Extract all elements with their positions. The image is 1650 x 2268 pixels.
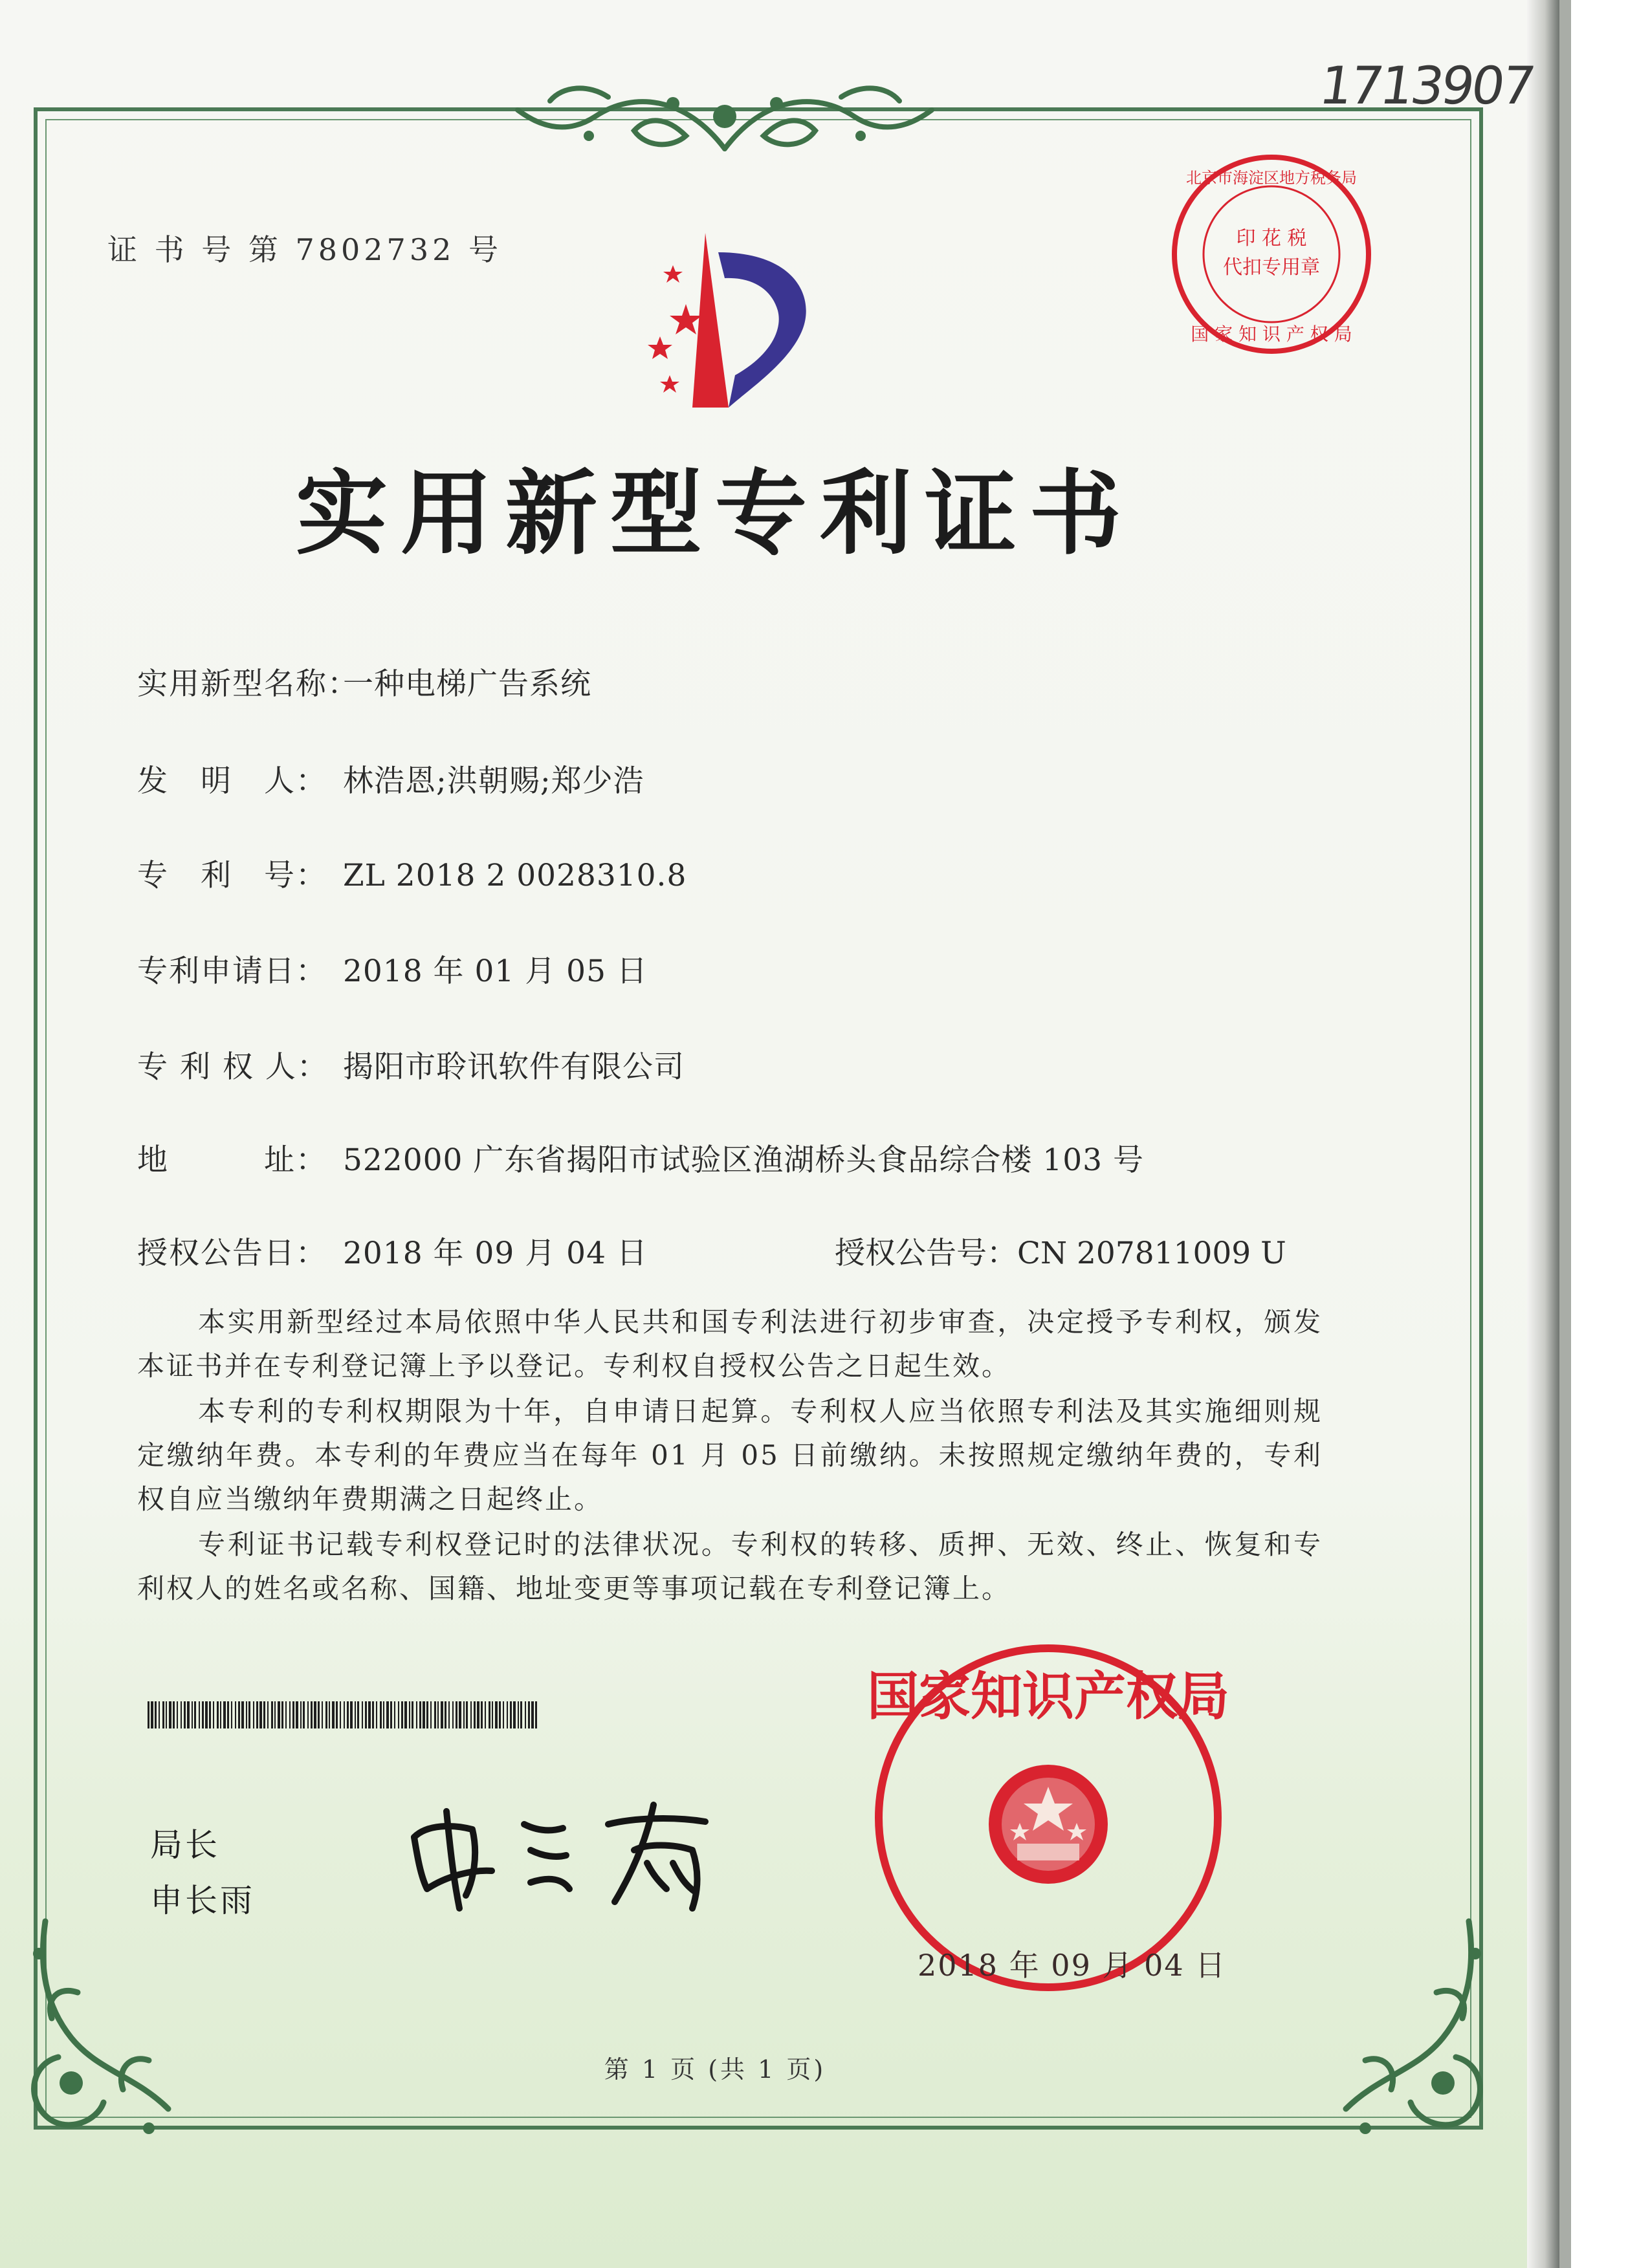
field-application-date	[137, 947, 648, 990]
field-value: 2018 年 01 月 05 日	[343, 954, 648, 989]
barcode-icon	[148, 1701, 542, 1728]
field-label: 专 利 权 人：	[137, 1049, 329, 1085]
field-value: CN 207811009 U	[1017, 1236, 1286, 1271]
svg-text:北京市海淀区地方税务局: 北京市海淀区地方税务局	[1186, 169, 1357, 187]
certificate-title: 实用新型专利证书	[296, 460, 1134, 567]
director-signature-icon	[401, 1798, 738, 1915]
field-label: 地 址：	[137, 1142, 327, 1178]
issue-date: 2018 年 09 月 04 日	[918, 1948, 1227, 1983]
field-value: ZL 2018 2 0028310.8	[343, 858, 687, 893]
field-value: 2018 年 09 月 04 日	[343, 1236, 648, 1271]
director-title: 局长	[150, 1826, 220, 1864]
field-value: 522000 广东省揭阳市试验区渔湖桥头食品综合楼 103 号	[343, 1142, 1144, 1178]
paragraph-term-statement: 本专利的专利权期限为十年，自申请日起算。专利权人应当依照专利法及其实施细则规定缴纳年费。本专利的年费应当在每年 01 月 05 日前缴纳。未按照规定缴纳年费的，专利权自应当缴纳年费期满之日起终止。	[137, 1395, 1323, 1515]
top-ornament-icon	[492, 71, 958, 168]
field-value: 一种电梯广告系统	[343, 666, 591, 702]
handwritten-id: 1713907	[1315, 56, 1537, 116]
director-name: 申长雨	[150, 1882, 255, 1919]
svg-text:代扣专用章: 代扣专用章	[1223, 256, 1320, 279]
field-label: 授权公告号：	[835, 1236, 1017, 1271]
field-grant-date	[137, 1229, 648, 1272]
svg-text:国 家 知 识 产 权 局: 国 家 知 识 产 权 局	[1191, 323, 1352, 345]
field-patentee	[137, 1043, 685, 1086]
page-shadow	[1527, 0, 1559, 2268]
bottom-right-ornament-icon	[1326, 1915, 1495, 2148]
field-label: 专 利 号：	[137, 858, 327, 893]
field-utility-model-name	[137, 660, 591, 703]
certificate-number: 证 书 号 第 7802732 号	[107, 232, 502, 267]
field-label: 发 明 人：	[137, 763, 327, 799]
field-label: 实用新型名称：	[137, 666, 359, 702]
field-address	[137, 1136, 1144, 1179]
field-value: 揭阳市聆讯软件有限公司	[343, 1049, 685, 1085]
office-seal-text: 国家知识产权局	[867, 1666, 1229, 1727]
tax-stamp-seal-icon	[1165, 147, 1378, 361]
field-announcement-number	[835, 1229, 1286, 1272]
field-inventors	[137, 757, 644, 800]
field-value: 林浩恩;洪朝赐;郑少浩	[343, 763, 644, 799]
page-edge	[1559, 0, 1650, 2268]
paragraph-legal-status: 专利证书记载专利权登记时的法律状况。专利权的转移、质押、无效、终止、恢复和专利权人的姓名或名称、国籍、地址变更等事项记载在专利登记簿上。	[137, 1529, 1323, 1604]
paragraph-grant-statement: 本实用新型经过本局依照中华人民共和国专利法进行初步审查，决定授予专利权，颁发本证书并在专利登记簿上予以登记。专利权自授权公告之日起生效。	[137, 1306, 1323, 1382]
page-footer: 第 1 页 (共 1 页)	[604, 2055, 826, 2084]
field-label: 专利申请日：	[137, 954, 327, 989]
bottom-left-ornament-icon	[19, 1915, 188, 2148]
patent-office-emblem-icon	[608, 226, 841, 414]
field-label: 授权公告日：	[137, 1236, 327, 1271]
field-patent-number	[137, 851, 687, 895]
certificate-inner-frame	[45, 119, 1471, 2118]
svg-text:印 花 税: 印 花 税	[1236, 227, 1307, 250]
